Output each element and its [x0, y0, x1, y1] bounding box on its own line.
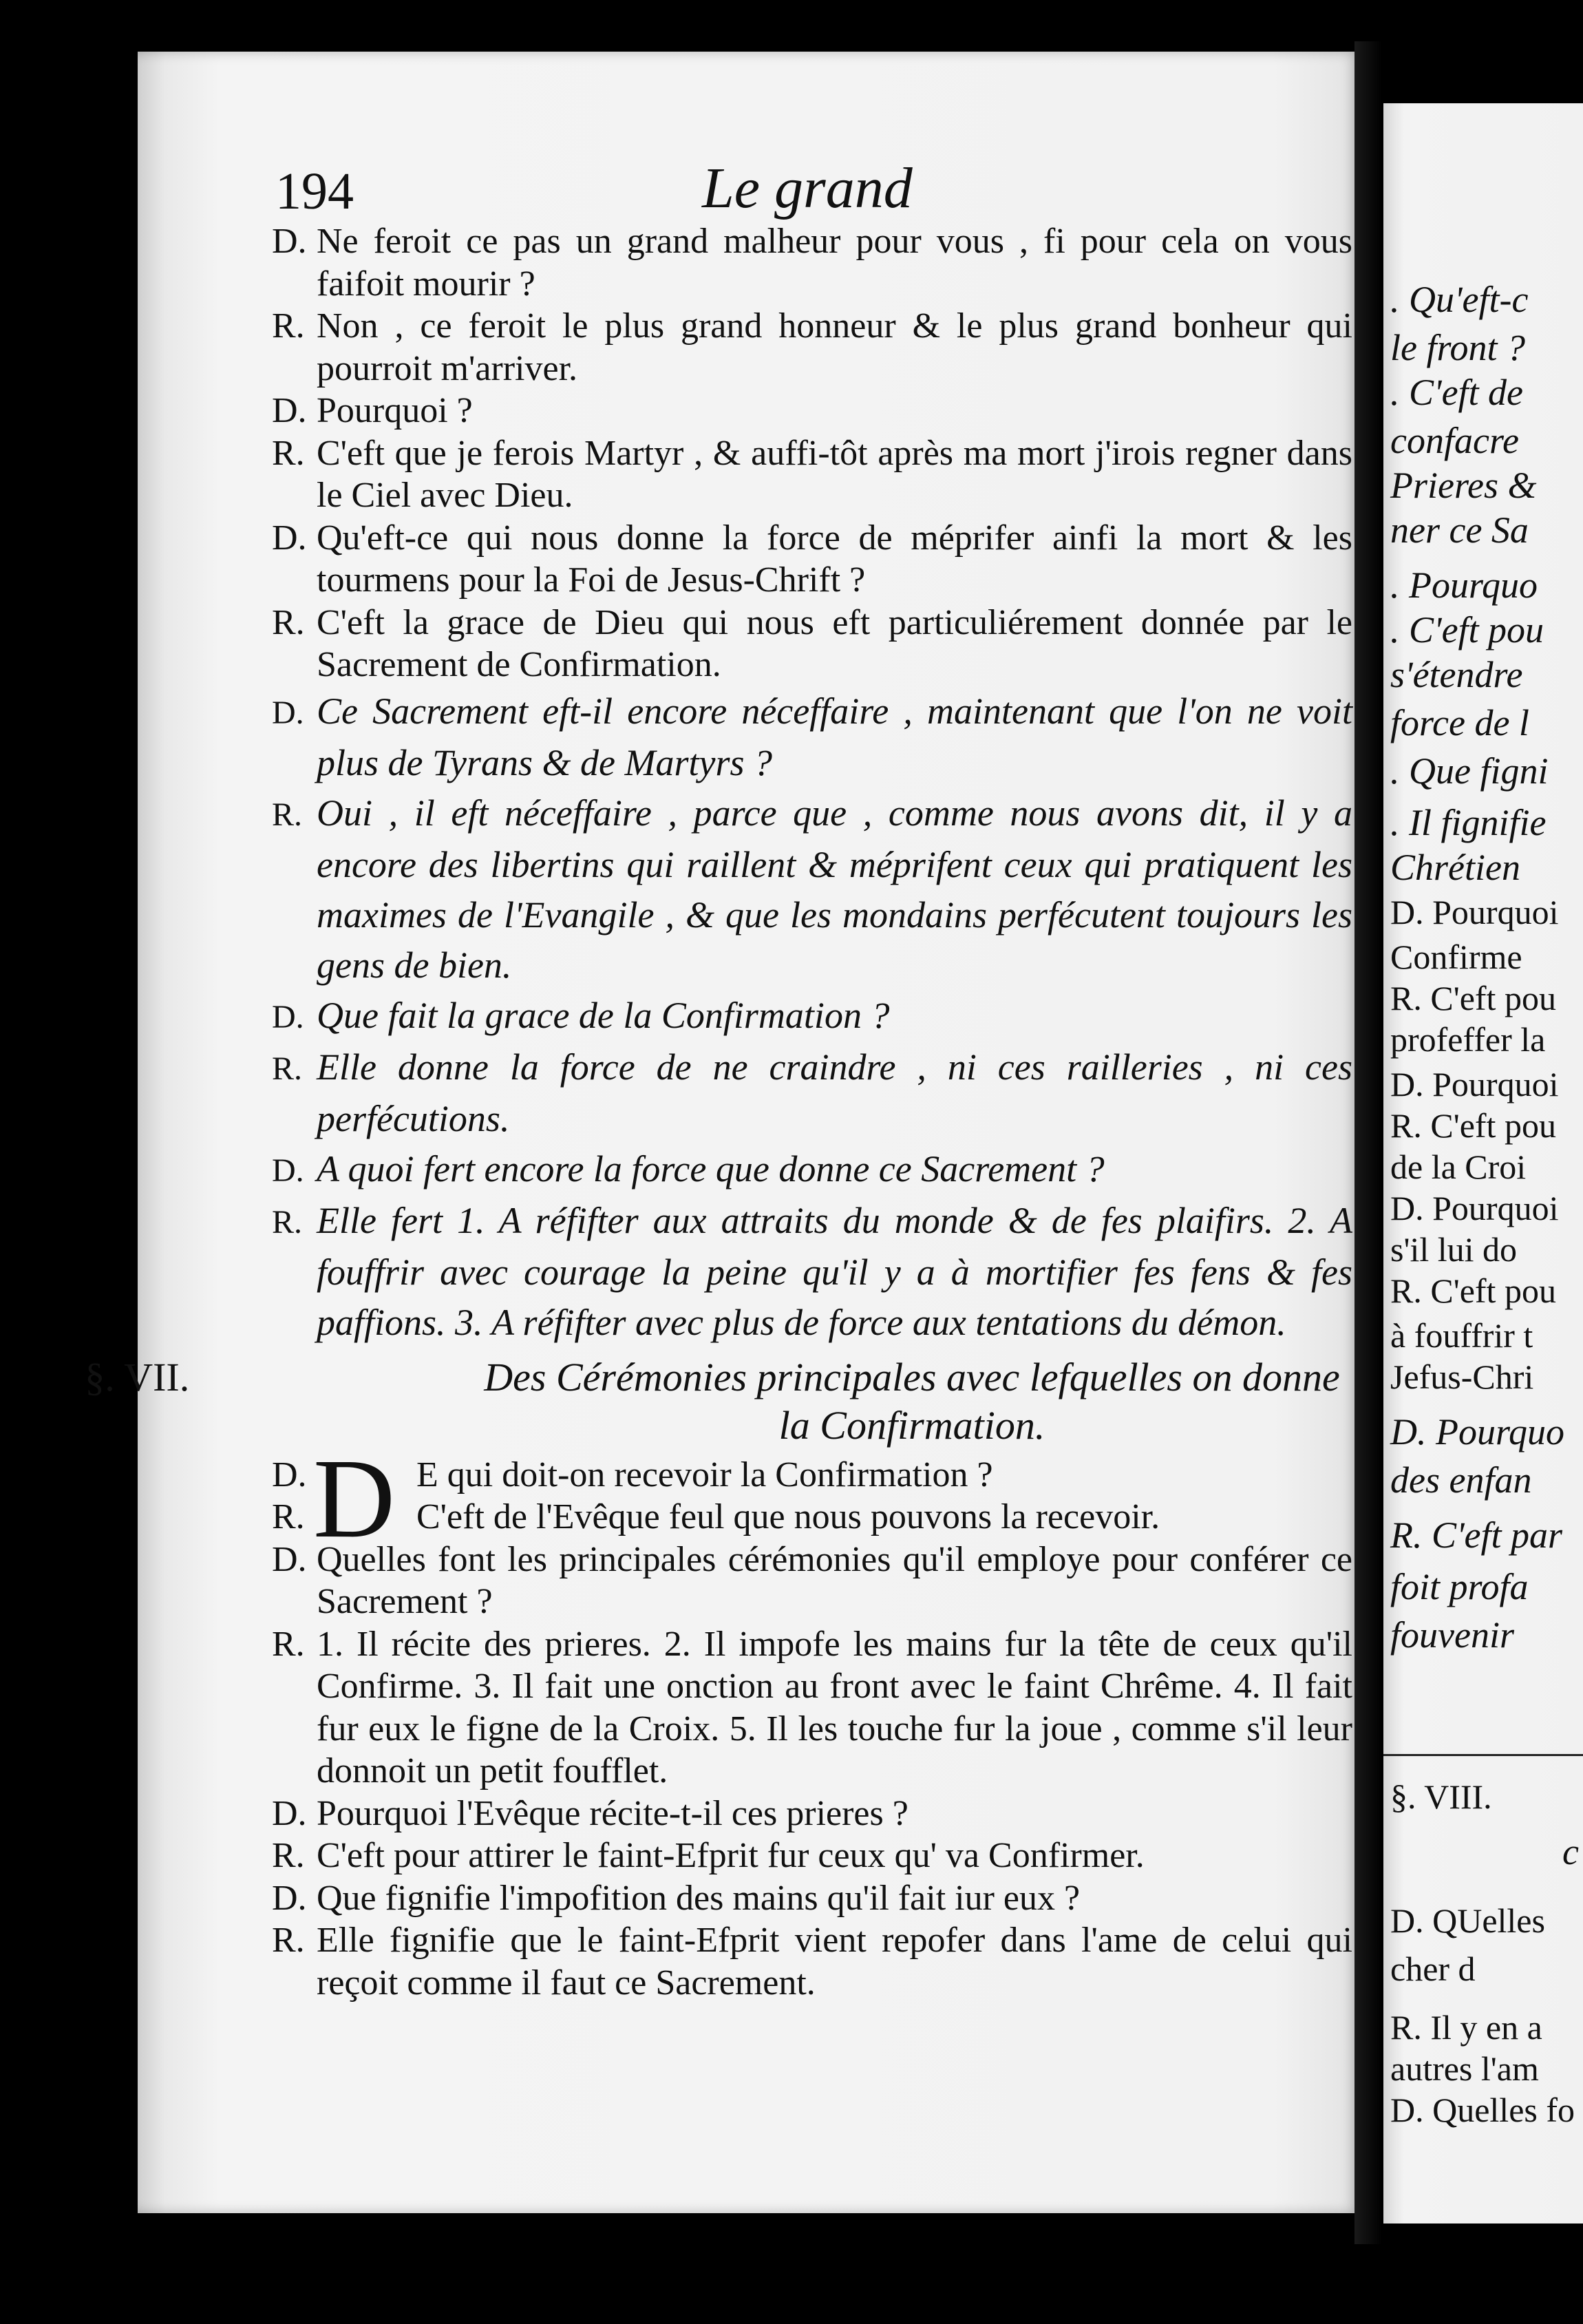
- right-page-line: . Qu'eft-c: [1390, 279, 1529, 320]
- page-header: [275, 155, 1349, 224]
- qa-text: C'eft que je ferois Martyr , & auffi-tôt après ma mort j'irois regner dans le Ciel avec Dieu.: [317, 433, 1352, 515]
- right-page-line: §. VIII.: [1390, 1777, 1492, 1816]
- right-page-line: confacre: [1390, 420, 1519, 461]
- qa-label: D.: [272, 1539, 307, 1579]
- qa-label: R.: [272, 1497, 305, 1536]
- catechism-block-2: [272, 1539, 1352, 2005]
- right-page-line: le front ?: [1390, 327, 1525, 368]
- qa-text: E qui doit-on recevoir la Confirmation ?: [416, 1455, 993, 1494]
- qa-text: A quoi fert encore la force que donne ce Sacrement ?: [317, 1148, 1105, 1190]
- qa-label: D.: [272, 1878, 307, 1918]
- right-page-line: D. Pourquoi: [1390, 1189, 1559, 1227]
- right-page-line: force de l: [1390, 702, 1529, 743]
- qa-text: 1. Il récite des prieres. 2. Il impofe les mains fur la tête de ceux qu'il Confirme. 3. Il fait une onction au front avec le faint Chrême. 4. Il fait fur eux le figne de la Croix. 5. Il les touche fur la joue , comme s'il leur donnoit un petit foufflet.: [317, 1624, 1352, 1790]
- qa-label: D.: [272, 518, 307, 558]
- qa-paragraph: [272, 390, 1352, 432]
- right-page-line: D. Pourquo: [1390, 1411, 1564, 1452]
- qa-label: R.: [272, 796, 303, 833]
- qa-paragraph: [272, 686, 1352, 788]
- qa-label: R.: [272, 1624, 305, 1664]
- right-page-line: . Pourquo: [1390, 564, 1538, 606]
- qa-paragraph: [272, 517, 1352, 602]
- right-page-line: R. C'eft pou: [1390, 1106, 1556, 1145]
- qa-label: R.: [272, 1836, 305, 1875]
- page-body: [85, 220, 1352, 2004]
- qa-paragraph: [272, 1835, 1352, 1877]
- right-page-line: de la Croi: [1390, 1148, 1527, 1186]
- running-title: Le grand: [702, 156, 913, 220]
- qa-label: R.: [272, 1203, 303, 1240]
- book-gutter: [1354, 41, 1382, 2244]
- page-number: 194: [275, 162, 354, 220]
- qa-label: R.: [272, 433, 305, 473]
- right-page-line: ner ce Sa: [1390, 509, 1529, 551]
- qa-text: Que fait la grace de la Confirmation ?: [317, 994, 890, 1036]
- qa-label: R.: [272, 306, 305, 346]
- qa-paragraph: [272, 305, 1352, 390]
- right-page-line: D. Quelles fo: [1390, 2091, 1575, 2129]
- dropcap-block: [272, 1435, 1352, 1561]
- right-page-line: R. Il y en a: [1390, 2008, 1542, 2047]
- qa-text: Non , ce feroit le plus grand honneur & le plus grand bonheur qui pourroit m'arriver.: [317, 306, 1352, 388]
- qa-label: D.: [272, 1455, 307, 1494]
- qa-paragraph: [272, 220, 1352, 305]
- qa-label: D.: [272, 1152, 304, 1189]
- qa-text: Ce Sacrement eft-il encore néceffaire , maintenant que l'on ne voit plus de Tyrans & de Martyrs ?: [317, 690, 1352, 783]
- section-rule: [1383, 1754, 1583, 1756]
- right-page-line: Jefus-Chri: [1390, 1358, 1534, 1396]
- dropcap-line-1: [272, 1454, 1352, 1497]
- right-page-line: des enfan: [1390, 1459, 1532, 1501]
- right-page-line: Confirme: [1390, 938, 1522, 976]
- qa-text: Ne feroit ce pas un grand malheur pour vous , fi pour cela on vous faifoit mourir ?: [317, 222, 1352, 304]
- qa-text: Elle fert 1. A réfifter aux attraits du monde & de fes plaifirs. 2. A fouffrir avec courage la peine qu'il y a à mortifier fes fens & fes paffions. 3. A réfifter avec plus de force aux tentations du démon.: [317, 1199, 1352, 1343]
- qa-paragraph: [272, 1042, 1352, 1144]
- catechism-block-1: [272, 220, 1352, 1348]
- qa-text: Que fignifie l'impofition des mains qu'il fait iur eux ?: [317, 1878, 1081, 1918]
- right-page-line: . C'eft de: [1390, 372, 1524, 413]
- qa-paragraph: [272, 991, 1352, 1042]
- qa-text: C'eft de l'Evêque feul que nous pouvons la recevoir.: [416, 1497, 1160, 1536]
- qa-text: Oui , il eft néceffaire , parce que , comme nous avons dit, il y a encore des libertins qui raillent & méprifent ceux qui pratiquent les maximes de l'Evangile , & que les mondains perfécutent toujours les gens de bien.: [317, 792, 1352, 986]
- qa-text: C'eft la grace de Dieu qui nous eft particuliérement donnée par le Sacrement de Confirmation.: [317, 602, 1352, 684]
- right-page-line: cher d: [1390, 1950, 1476, 1988]
- qa-label: D.: [272, 998, 304, 1035]
- qa-paragraph: [272, 788, 1352, 991]
- right-page-line: . Il fignifie: [1390, 802, 1547, 843]
- drop-capital: D: [313, 1435, 396, 1561]
- qa-label: D.: [272, 1793, 307, 1833]
- right-page-line: . C'eft pou: [1390, 609, 1544, 651]
- dropcap-line-2: [272, 1496, 1352, 1539]
- qa-label: D.: [272, 694, 304, 731]
- qa-paragraph: [272, 1196, 1352, 1348]
- section-mark: §. VII.: [85, 1354, 190, 1399]
- section-heading: [85, 1353, 1352, 1450]
- qa-paragraph: [272, 602, 1352, 686]
- qa-paragraph: [272, 1877, 1352, 1920]
- section-title: Des Cérémonies principales avec lefquelles on donne la Confirmation.: [484, 1354, 1340, 1448]
- right-page-line: Prieres &: [1390, 465, 1537, 506]
- qa-label: D.: [272, 222, 307, 261]
- right-page-line: R. C'eft par: [1390, 1514, 1563, 1556]
- qa-text: Qu'eft-ce qui nous donne la force de méprifer ainfi la mort & les tourmens pour la Foi de Jesus-Chrift ?: [317, 518, 1352, 600]
- right-page-line: . Que figni: [1390, 750, 1549, 792]
- qa-text: Pourquoi l'Evêque récite-t-il ces prieres ?: [317, 1793, 909, 1833]
- right-page-line: fouvenir: [1390, 1614, 1514, 1656]
- right-page-line: D. QUelles: [1390, 1901, 1545, 1940]
- right-page-line: Chrétien: [1390, 847, 1520, 888]
- qa-label: D.: [272, 391, 307, 430]
- right-page-line: à fouffrir t: [1390, 1316, 1533, 1355]
- qa-paragraph: [272, 1144, 1352, 1196]
- right-page-line: R. C'eft pou: [1390, 979, 1556, 1017]
- right-page-line: foit profa: [1390, 1566, 1529, 1607]
- right-page-line: profeffer la: [1390, 1020, 1546, 1059]
- qa-text: Quelles font les principales cérémonies qu'il employe pour conférer ce Sacrement ?: [317, 1539, 1352, 1621]
- right-page-line: s'il lui do: [1390, 1230, 1518, 1269]
- qa-paragraph: [272, 1539, 1352, 1623]
- qa-label: R.: [272, 1921, 305, 1960]
- qa-text: Elle donne la force de ne craindre , ni ces railleries , ni ces perfécutions.: [317, 1046, 1352, 1139]
- right-page-line: c: [1562, 1831, 1579, 1872]
- qa-paragraph: [272, 1793, 1352, 1835]
- right-page-line: D. Pourquoi: [1390, 1065, 1559, 1103]
- right-page-line: R. C'eft pou: [1390, 1271, 1556, 1310]
- qa-text: Elle fignifie que le faint-Efprit vient repofer dans l'ame de celui qui reçoit comme il faut ce Sacrement.: [317, 1921, 1352, 2003]
- qa-text: C'eft pour attirer le faint-Efprit fur ceux qu' va Confirmer.: [317, 1836, 1145, 1875]
- right-page-line: D. Pourquoi: [1390, 893, 1559, 931]
- qa-label: R.: [272, 1050, 303, 1087]
- qa-text: Pourquoi ?: [317, 391, 473, 430]
- right-page-line: autres l'am: [1390, 2049, 1539, 2088]
- right-page-line: s'étendre: [1390, 654, 1523, 695]
- qa-paragraph: [272, 432, 1352, 517]
- qa-paragraph: [272, 1623, 1352, 1793]
- qa-label: R.: [272, 602, 305, 642]
- qa-paragraph: [272, 1919, 1352, 2004]
